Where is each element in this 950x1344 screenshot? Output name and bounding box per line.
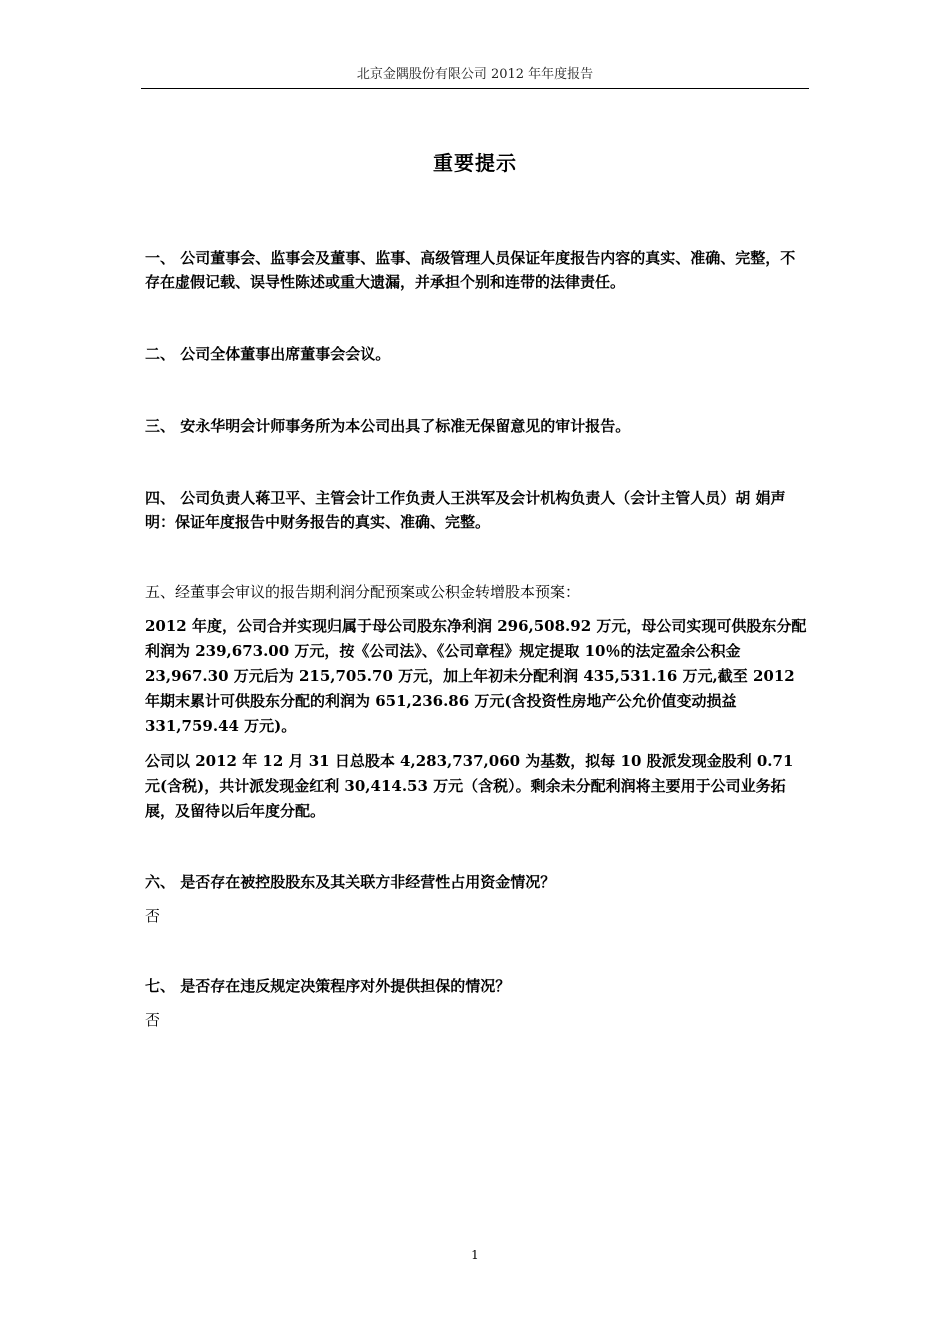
notice-item-5 <box>145 580 809 824</box>
header-divider <box>141 88 809 89</box>
notice-item-2-text: 二、 公司全体董事出席董事会会议。 <box>145 345 391 363</box>
notice-item-6-answer: 否 <box>145 907 161 925</box>
dividend-plan-paragraph: 公司以 2012 年 12 月 31 日总股本 4,283,737,060 为基数，拟每 10 股派发现金股利 0.71 元(含税)，共计派发现金红利 30,414.53 万元（含税）。剩余未分配利润将主要用于公司业务拓展，及留待以后年度分配。 <box>145 752 794 820</box>
notice-item-4-text: 四、 公司负责人蒋卫平、主管会计工作负责人王洪军及会计机构负责人（会计主管人员）胡 娟声明：保证年度报告中财务报告的真实、准确、完整。 <box>145 489 786 531</box>
notice-content <box>145 246 809 1032</box>
notice-item-7-answer: 否 <box>145 1011 161 1029</box>
notice-item-6 <box>145 870 809 928</box>
notice-item-6-text: 六、 是否存在被控股股东及其关联方非经营性占用资金情况？ <box>145 873 556 891</box>
notice-item-3 <box>145 414 809 438</box>
page-title: 重要提示 <box>433 151 517 175</box>
page-number: 1 <box>471 1248 479 1262</box>
notice-item-3-text: 三、 安永华明会计师事务所为本公司出具了标准无保留意见的审计报告。 <box>145 417 631 435</box>
notice-item-1-text: 一、 公司董事会、监事会及董事、监事、高级管理人员保证年度报告内容的真实、准确、完整，不存在虚假记载、误导性陈述或重大遗漏，并承担个别和连带的法律责任。 <box>145 249 796 291</box>
notice-item-2 <box>145 342 809 366</box>
notice-item-7 <box>145 974 809 1032</box>
profit-distribution-paragraph: 2012 年度，公司合并实现归属于母公司股东净利润 296,508.92 万元，母公司实现可供股东分配利润为 239,673.00 万元，按《公司法》、《公司章程》规定提取 10％的法定盈余公积金 23,967.30 万元后为 215,705.70 万元，加上年初未分配利润 435,531.16 万元,截至 2012 年期末累计可供股东分配的利润为 651,236.86 万元(含投资性房地产公允价值变动损益 331,759.44 万元)。 <box>145 617 807 735</box>
page-header: 北京金隅股份有限公司 2012 年年度报告 <box>356 67 594 82</box>
notice-item-1 <box>145 246 809 294</box>
notice-item-7-text: 七、 是否存在违反规定决策程序对外提供担保的情况？ <box>145 977 511 995</box>
notice-item-5-heading: 五、经董事会审议的报告期利润分配预案或公积金转增股本预案： <box>145 583 581 601</box>
notice-item-4 <box>145 486 809 534</box>
